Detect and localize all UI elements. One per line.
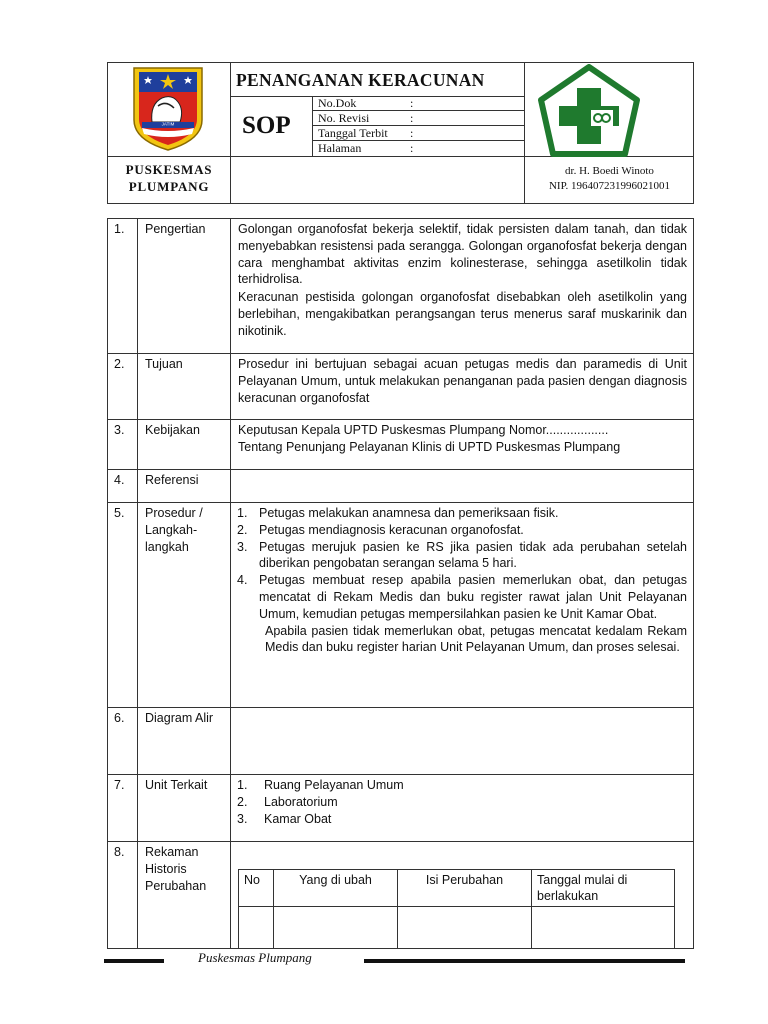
unit-item: 1. Ruang Pelayanan Umum (237, 778, 404, 792)
section-label: Kebijakan (145, 423, 200, 437)
regional-emblem-icon (128, 64, 208, 152)
column-header-no: No (239, 870, 274, 907)
org-name-line1: PUSKESMAS (125, 162, 213, 177)
section-number: 1. (114, 222, 125, 236)
meta-label-tanggal-terbit: Tanggal Terbit (318, 126, 388, 140)
procedure-step: 4. Petugas membuat resep apabila pasien memerlukan obat, dan petugas mencatat di Rekam Medis dan buku register rawat jalan Unit Pelayanan Umum, kemudian petugas mempersilahkan pasien ke Unit Kamar Obat. (237, 573, 687, 621)
signer-name: dr. H. Boedi Winoto (565, 165, 654, 177)
puskesmas-logo-icon (537, 64, 641, 158)
column-header-yang-diubah: Yang di ubah (274, 870, 398, 907)
section-label: Diagram Alir (145, 711, 214, 725)
org-name-line2: PLUMPANG (128, 179, 210, 194)
signer-nip: NIP. 196407231996021001 (548, 180, 670, 192)
section-label: Unit Terkait (145, 778, 208, 792)
unit-list (237, 777, 677, 827)
policy-line: Keputusan Kepala UPTD Puskesmas Plumpang Nomor.................. (238, 423, 609, 437)
section-number: 6. (114, 711, 125, 725)
footer-rule-right (364, 959, 685, 963)
meta-sep-no-dok: : (410, 96, 414, 110)
section-number: 2. (114, 357, 125, 371)
unit-item: 3. Kamar Obat (237, 811, 332, 826)
procedure-step: 1. Petugas melakukan anamnesa dan pemeriksaan fisik. (237, 506, 559, 520)
section-number: 7. (114, 778, 125, 792)
meta-sep-no-revisi: : (410, 111, 414, 125)
sop-title: PENANGANAN KERACUNAN (236, 70, 485, 90)
section-paragraph: Golongan organofosfat bekerja selektif, tidak persisten dalam tanah, dan tidak menyebabkan resistensi pada serangga. Golongan organofosfat bekerja dengan cara menghambat aktivitas enzim kolinesterase, sehingga asetilkolin tidak terhidrolisa. (238, 222, 687, 287)
meta-label-no-revisi: No. Revisi (318, 111, 370, 125)
section-number: 4. (114, 473, 125, 487)
section-number: 8. (114, 845, 125, 859)
procedure-list (237, 505, 687, 656)
section-label: Referensi (145, 473, 199, 487)
section-number: 5. (114, 506, 125, 520)
section-paragraph: Keracunan pestisida golongan organofosfat disebabkan oleh asetilkolin yang berlebihan, mengakibatkan perangsangan terus menerus saraf muskarinik dan nikotinik. (238, 290, 687, 338)
meta-label-halaman: Halaman (318, 141, 362, 155)
footer-text: Puskesmas Plumpang (198, 950, 312, 965)
svg-text:JATIM: JATIM (161, 121, 175, 127)
table-header-row (239, 870, 675, 907)
section-paragraph: Prosedur ini bertujuan sebagai acuan petugas medis dan paramedis di Unit Pelayanan Umum, untuk melakukan penanganan pada pasien dengan diagnosis keracunan organofosfat (238, 357, 687, 405)
column-header-tanggal: Tanggal mulai di berlakukan (532, 870, 675, 907)
procedure-note: Apabila pasien tidak memerlukan obat, petugas mencatat kedalam Rekam Medis dan buku register harian Unit Pelayanan Umum, dan proses selesai. (265, 623, 687, 655)
unit-item: 2. Laboratorium (237, 794, 338, 809)
footer-rule-left (104, 959, 164, 963)
meta-label-no-dok: No.Dok (318, 96, 357, 110)
column-header-isi-perubahan: Isi Perubahan (398, 870, 532, 907)
section-label: Rekaman Historis Perubahan (145, 845, 207, 893)
section-number: 3. (114, 423, 125, 437)
section-label: Pengertian (145, 222, 206, 236)
procedure-step: 2. Petugas mendiagnosis keracunan organofosfat. (237, 522, 524, 537)
policy-line: Tentang Penunjang Pelayanan Klinis di UPTD Puskesmas Plumpang (238, 440, 621, 454)
section-label: Prosedur / Langkah-langkah (145, 506, 203, 554)
change-history-table (238, 869, 675, 949)
section-label: Tujuan (145, 357, 183, 371)
meta-sep-halaman: : (410, 141, 414, 155)
meta-sep-tanggal-terbit: : (410, 126, 414, 140)
table-row (239, 907, 675, 949)
procedure-step: 3. Petugas merujuk pasien ke RS jika pasien tidak ada perubahan setelah diberikan pengobatan serangan selama 5 hari. (237, 539, 687, 571)
sop-label: SOP (242, 112, 291, 139)
